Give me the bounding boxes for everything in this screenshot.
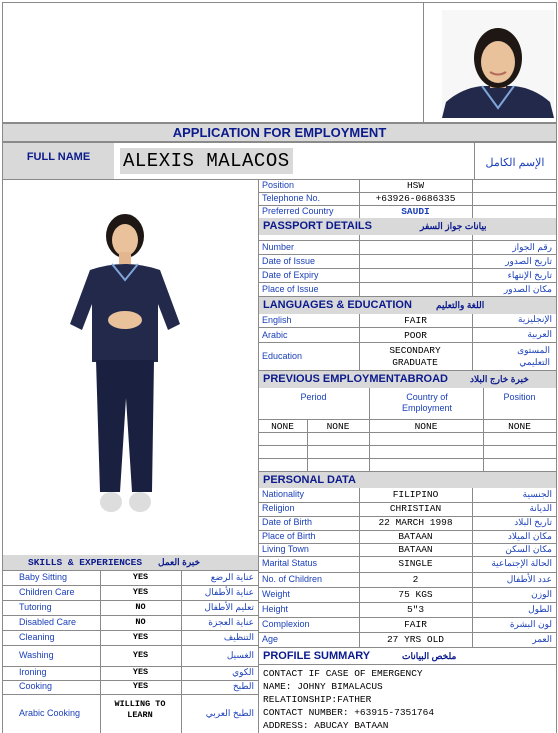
cleaning-label: Cleaning bbox=[19, 631, 55, 642]
full-name-arabic: الإسم الكامل bbox=[485, 157, 545, 169]
height-value: 5"3 bbox=[406, 603, 425, 615]
arabic-arabic: العربية bbox=[527, 329, 552, 339]
skills-rule bbox=[2, 694, 258, 695]
page-title: APPLICATION FOR EMPLOYMENT bbox=[172, 125, 387, 140]
religion-label: Religion bbox=[262, 503, 295, 513]
top-divider bbox=[423, 2, 424, 123]
cooking-arabic: الطبخ bbox=[232, 681, 254, 691]
telephone-label: Telephone No. bbox=[262, 193, 321, 203]
disabled-care-arabic: عناية العجزة bbox=[208, 616, 254, 627]
position-column-header: Position bbox=[503, 392, 536, 402]
emp-rule bbox=[258, 432, 556, 433]
tutoring-label: Tutoring bbox=[19, 601, 52, 612]
place-of-birth-label: Place of Birth bbox=[262, 530, 316, 541]
profile-line: ADDRESS: ABUCAY BATAAN bbox=[263, 720, 389, 731]
age-arabic: العمر bbox=[532, 633, 552, 644]
profile-top-rule bbox=[258, 647, 556, 648]
personal-rule bbox=[258, 587, 556, 588]
right-col-left-border bbox=[258, 180, 259, 733]
date-of-issue-arabic: تاريخ الصدور bbox=[505, 256, 552, 266]
profile-line: CONTACT NUMBER: +63915-7351764 bbox=[263, 707, 435, 718]
weight-arabic: الوزن bbox=[531, 588, 552, 599]
marital-status-arabic: الحالة الإجتماعية bbox=[491, 558, 552, 568]
profile-line: CONTACT IF CASE OF EMERGENCY bbox=[263, 668, 423, 679]
living-town-arabic: مكان السكن bbox=[505, 543, 552, 554]
skills-rule bbox=[2, 630, 258, 631]
height-label: Height bbox=[262, 603, 289, 614]
cooking-label: Cooking bbox=[19, 681, 53, 691]
skills-rule bbox=[2, 600, 258, 601]
personal-heading: PERSONAL DATA bbox=[263, 474, 356, 486]
languages-rule bbox=[258, 342, 556, 343]
place-of-issue-arabic: مكان الصدور bbox=[503, 284, 552, 294]
full-name-label: FULL NAME bbox=[26, 151, 91, 163]
disabled-care-value: NO bbox=[135, 616, 146, 627]
left-col-border bbox=[2, 180, 3, 733]
nationality-label: Nationality bbox=[262, 489, 305, 499]
date-of-birth-value: 22 MARCH 1998 bbox=[378, 517, 453, 528]
date-of-birth-arabic: تاريخ البلاد bbox=[514, 517, 552, 527]
arabic-cooking-value: WILLING TO LEARN bbox=[114, 699, 166, 720]
marital-status-value: SINGLE bbox=[398, 558, 433, 569]
place-of-issue-label: Place of Issue bbox=[262, 284, 319, 294]
employment-heading: PREVIOUS EMPLOYMENTABROAD bbox=[263, 373, 448, 385]
skills-rule bbox=[2, 570, 258, 571]
children-care-arabic: عناية الأطفال bbox=[204, 586, 254, 597]
complexion-value: FAIR bbox=[404, 618, 427, 630]
english-arabic: الإنجليزية bbox=[518, 314, 552, 324]
profile-summary-text bbox=[263, 667, 553, 732]
languages-heading: LANGUAGES & EDUCATION bbox=[263, 299, 412, 311]
children-value: 2 bbox=[412, 573, 419, 585]
applicant-headshot-photo bbox=[442, 10, 554, 118]
children-care-label: Children Care bbox=[19, 586, 75, 597]
passport-heading: PASSPORT DETAILS bbox=[263, 220, 372, 232]
skills-rule bbox=[2, 680, 258, 681]
emp-country: NONE bbox=[414, 421, 438, 432]
emp-rule bbox=[258, 419, 556, 420]
education-arabic: المستوى التعليمي bbox=[517, 345, 550, 367]
skills-heading: SKILLS & EXPERIENCES bbox=[28, 557, 143, 568]
weight-label: Weight bbox=[262, 588, 290, 599]
date-of-expiry-label: Date of Expiry bbox=[262, 270, 319, 280]
personal-rule bbox=[258, 556, 556, 557]
date-of-expiry-arabic: تاريخ الإنتهاء bbox=[507, 270, 552, 280]
full-name-value: ALEXIS MALACOS bbox=[120, 148, 293, 174]
education-value: SECONDARY GRADUATE bbox=[389, 345, 441, 368]
ironing-label: Ironing bbox=[19, 667, 47, 677]
value-col-divider-d bbox=[472, 487, 473, 647]
profile-heading: PROFILE SUMMARY bbox=[263, 650, 371, 662]
passport-rule bbox=[258, 282, 556, 283]
skills-rule bbox=[2, 645, 258, 646]
right-col-right-border bbox=[556, 180, 557, 733]
position-value: HSW bbox=[406, 180, 425, 191]
personal-rule bbox=[258, 502, 556, 503]
full-name-divider bbox=[474, 142, 475, 180]
washing-value: YES bbox=[132, 649, 149, 660]
country-column-header: Country of Employment bbox=[401, 392, 453, 413]
personal-rule bbox=[258, 516, 556, 517]
emp-period-to: NONE bbox=[326, 421, 350, 432]
complexion-arabic: لون البشرة bbox=[509, 618, 552, 629]
languages-rule bbox=[258, 327, 556, 328]
washing-label: Washing bbox=[19, 649, 54, 660]
position-label: Position bbox=[262, 180, 295, 190]
ironing-arabic: الكوي bbox=[232, 667, 254, 677]
passport-rule bbox=[258, 254, 556, 255]
emp-rule bbox=[258, 458, 556, 459]
passport-rule bbox=[258, 268, 556, 269]
arabic-label: Arabic bbox=[262, 330, 288, 340]
children-arabic: عدد الأطفال bbox=[506, 573, 552, 584]
passport-number-arabic: رقم الجواز bbox=[512, 242, 552, 252]
passport-number-label: Number bbox=[262, 242, 295, 252]
baby-sitting-label: Baby Sitting bbox=[19, 571, 68, 582]
profile-line: RELATIONSHIP:FATHER bbox=[263, 694, 372, 705]
personal-rule bbox=[258, 543, 556, 544]
personal-rule bbox=[258, 632, 556, 633]
personal-rule bbox=[258, 572, 556, 573]
preferred-country-value: SAUDI bbox=[401, 206, 430, 217]
baby-sitting-value: YES bbox=[132, 571, 149, 582]
skills-heading-arabic: خبرة العمل bbox=[158, 557, 201, 567]
weight-value: 75 KGS bbox=[398, 588, 433, 600]
arabic-cooking-label: Arabic Cooking bbox=[19, 707, 81, 718]
telephone-value: +63926-0686335 bbox=[375, 193, 456, 204]
children-label: No. of Children bbox=[262, 573, 323, 584]
children-care-value: YES bbox=[132, 586, 149, 597]
tutoring-value: NO bbox=[135, 601, 146, 612]
arabic-cooking-arabic: الطبخ العربي bbox=[205, 707, 254, 718]
passport-heading-arabic: بيانات جواز السفر bbox=[420, 221, 487, 231]
passport-rule bbox=[258, 240, 556, 241]
ironing-value: YES bbox=[132, 667, 149, 677]
personal-rule bbox=[258, 530, 556, 531]
profile-rule bbox=[258, 664, 556, 665]
living-town-value: BATAAN bbox=[398, 543, 433, 555]
date-of-birth-label: Date of Birth bbox=[262, 517, 313, 527]
nationality-arabic: الجنسية bbox=[522, 489, 552, 499]
skills-rule bbox=[2, 615, 258, 616]
place-of-birth-value: BATAAN bbox=[398, 530, 433, 542]
date-of-issue-label: Date of Issue bbox=[262, 256, 316, 266]
skills-rule bbox=[2, 666, 258, 667]
baby-sitting-arabic: عناية الرضع bbox=[210, 571, 254, 582]
english-value: FAIR bbox=[404, 315, 427, 326]
washing-arabic: الغسيل bbox=[226, 649, 254, 660]
disabled-care-label: Disabled Care bbox=[19, 616, 77, 627]
complexion-label: Complexion bbox=[262, 618, 310, 629]
period-column-header: Period bbox=[300, 392, 327, 402]
skills-col-divider bbox=[181, 570, 182, 733]
preferred-country-label: Preferred Country bbox=[262, 206, 334, 216]
age-label: Age bbox=[262, 633, 279, 644]
cleaning-value: YES bbox=[132, 631, 149, 642]
marital-status-label: Marital Status bbox=[262, 558, 318, 568]
cleaning-arabic: التنظيف bbox=[223, 631, 254, 642]
emp-position: NONE bbox=[508, 421, 531, 432]
living-town-label: Living Town bbox=[262, 543, 309, 554]
place-of-birth-arabic: مكان الميلاد bbox=[507, 530, 552, 541]
applicant-full-body-photo bbox=[40, 212, 210, 524]
english-label: English bbox=[262, 315, 292, 325]
nationality-value: FILIPINO bbox=[392, 489, 439, 500]
emp-period-from: NONE bbox=[271, 421, 294, 432]
languages-heading-arabic: اللغة والتعليم bbox=[436, 300, 485, 310]
emp-rule bbox=[258, 445, 556, 446]
profile-heading-arabic: ملخص البيانات bbox=[402, 651, 457, 661]
skills-rule bbox=[2, 585, 258, 586]
personal-rule bbox=[258, 602, 556, 603]
cooking-value: YES bbox=[132, 681, 149, 691]
age-value: 27 YRS OLD bbox=[386, 633, 444, 645]
religion-value: CHRISTIAN bbox=[389, 503, 442, 514]
religion-arabic: الديانة bbox=[529, 503, 552, 513]
tutoring-arabic: تعليم الأطفال bbox=[204, 601, 254, 612]
education-label: Education bbox=[262, 351, 303, 361]
employment-heading-arabic: خبرة خارج البلاد bbox=[470, 374, 529, 384]
profile-line: NAME: JOHNY BIMALACUS bbox=[263, 681, 383, 692]
personal-rule bbox=[258, 617, 556, 618]
height-arabic: الطول bbox=[528, 603, 552, 614]
arabic-value: POOR bbox=[404, 330, 427, 341]
